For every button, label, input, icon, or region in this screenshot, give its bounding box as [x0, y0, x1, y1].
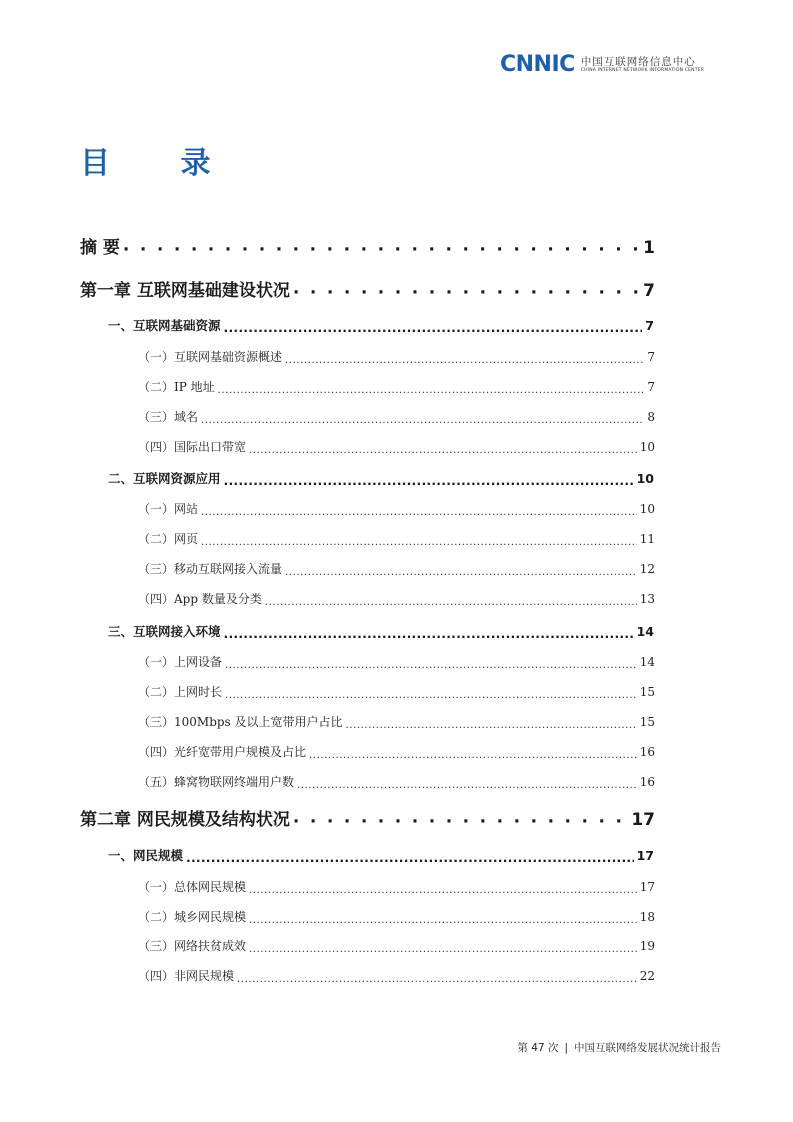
toc-leader [218, 382, 645, 394]
toc-entry-subsection[interactable] [138, 937, 655, 954]
toc-entry-page: 12 [639, 562, 655, 576]
toc-entry-label: 摘 要 [80, 238, 120, 258]
toc-leader [224, 473, 634, 486]
toc-leader [201, 504, 637, 516]
toc-entry-label: （四）国际出口带宽 [138, 440, 247, 454]
toc-leader [224, 626, 634, 639]
toc-entry-page: 10 [636, 471, 654, 486]
toc-entry-page: 16 [639, 745, 655, 759]
toc-entry-label: （三）100Mbps 及以上宽带用户占比 [138, 715, 343, 729]
toc-leader [224, 320, 643, 333]
toc-entry-label: 二、互联网资源应用 [108, 471, 221, 486]
toc-entry-subsection[interactable] [138, 908, 655, 925]
toc-entry-label: （一）网站 [138, 502, 199, 516]
toc-entry-subsection[interactable] [138, 530, 655, 547]
toc-entry-chapter-2[interactable] [80, 805, 655, 830]
toc-entry-label: 第一章 互联网基础建设状况 [80, 281, 290, 301]
toc-entry-label: （三）网络扶贫成效 [138, 939, 247, 953]
toc-entry-subsection[interactable] [138, 348, 655, 365]
toc-entry-section[interactable] [108, 316, 654, 334]
toc-entry-abstract[interactable] [80, 233, 655, 258]
toc-leader [265, 594, 637, 606]
toc-entry-subsection[interactable] [138, 378, 655, 395]
toc-entry-label: （二）上网时长 [138, 685, 223, 699]
org-name-cn: 中国互联网络信息中心 [580, 55, 696, 68]
toc-entry-section[interactable] [108, 622, 654, 640]
cnnic-logo: CNNIC [500, 52, 575, 77]
toc-entry-subsection[interactable] [138, 560, 655, 577]
toc-entry-subsection[interactable] [138, 878, 655, 895]
toc-entry-page: 19 [639, 939, 655, 953]
toc-leader [225, 687, 637, 699]
toc-entry-label: 第二章 网民规模及结构状况 [80, 810, 290, 830]
toc-entry-label: （四）光纤宽带用户规模及占比 [138, 745, 307, 759]
org-name [581, 56, 704, 74]
toc-entry-subsection[interactable] [138, 743, 655, 760]
toc-leader [249, 882, 637, 894]
toc-entry-page: 17 [639, 880, 655, 894]
toc-leader [249, 912, 637, 924]
toc-leader [285, 564, 637, 576]
toc-entry-label: （二）城乡网民规模 [138, 910, 247, 924]
header-logo [500, 52, 704, 77]
toc-entry-page: 8 [647, 410, 655, 424]
toc-leader [293, 283, 640, 300]
toc-entry-page: 13 [639, 592, 655, 606]
toc-entry-page: 14 [636, 624, 654, 639]
toc-entry-page: 10 [639, 502, 655, 516]
toc-leader [285, 352, 644, 364]
toc-leader [201, 412, 644, 424]
toc-entry-chapter-1[interactable] [80, 276, 655, 301]
toc-leader [297, 777, 637, 789]
toc-entry-label: （二）网页 [138, 532, 199, 546]
toc-entry-label: （三）域名 [138, 410, 199, 424]
toc-entry-subsection[interactable] [138, 653, 655, 670]
toc-entry-page: 17 [636, 848, 654, 863]
toc-leader [186, 850, 634, 863]
toc-entry-page: 7 [647, 350, 655, 364]
toc-leader [293, 812, 628, 829]
toc-entry-label: （二）IP 地址 [138, 380, 215, 394]
toc-entry-subsection[interactable] [138, 773, 655, 790]
toc-entry-page: 11 [639, 532, 655, 546]
toc-entry-page: 1 [643, 238, 655, 258]
toc-leader [201, 534, 637, 546]
toc-leader [249, 941, 637, 953]
toc-leader [123, 240, 640, 257]
toc-leader [225, 657, 637, 669]
toc-entry-page: 14 [639, 655, 655, 669]
toc-entry-page: 22 [639, 969, 655, 983]
toc-entry-subsection[interactable] [138, 967, 655, 984]
toc-entry-section[interactable] [108, 846, 654, 864]
toc-entry-label: （一）互联网基础资源概述 [138, 350, 283, 364]
toc-entry-page: 15 [639, 685, 655, 699]
toc-entry-page: 10 [639, 440, 655, 454]
toc-leader [249, 442, 637, 454]
toc-entry-subsection[interactable] [138, 683, 655, 700]
toc-entry-label: （四）非网民规模 [138, 969, 235, 983]
toc-leader [309, 747, 637, 759]
toc-entry-page: 15 [639, 715, 655, 729]
toc-entry-label: （一）总体网民规模 [138, 880, 247, 894]
toc-entry-label: 一、互联网基础资源 [108, 318, 221, 333]
footer-edition: 第 47 次 [517, 1042, 559, 1054]
toc-entry-section[interactable] [108, 469, 654, 487]
toc-entry-subsection[interactable] [138, 408, 655, 425]
page-title: 目 录 [80, 146, 241, 181]
toc-entry-label: （四）App 数量及分类 [138, 592, 262, 606]
page-footer [517, 1040, 721, 1055]
toc-entry-label: 一、网民规模 [108, 848, 184, 863]
toc-entry-page: 17 [631, 810, 655, 830]
toc-entry-page: 18 [639, 910, 655, 924]
toc-entry-page: 16 [639, 775, 655, 789]
toc-entry-subsection[interactable] [138, 590, 655, 607]
toc-entry-label: 三、互联网接入环境 [108, 624, 221, 639]
toc-entry-page: 7 [647, 380, 655, 394]
toc-entry-subsection[interactable] [138, 713, 655, 730]
org-name-en: CHINA INTERNET NETWORK INFORMATION CENTER [580, 67, 705, 73]
toc-entry-subsection[interactable] [138, 438, 655, 455]
toc-leader [346, 717, 637, 729]
toc-entry-page: 7 [645, 318, 654, 333]
toc-entry-label: （五）蜂窝物联网终端用户数 [138, 775, 295, 789]
toc-leader [237, 971, 637, 983]
toc-entry-label: （一）上网设备 [138, 655, 223, 669]
footer-report-title: 中国互联网络发展状况统计报告 [574, 1042, 721, 1054]
footer-separator: | [564, 1041, 568, 1054]
toc-entry-subsection[interactable] [138, 500, 655, 517]
toc-entry-label: （三）移动互联网接入流量 [138, 562, 283, 576]
toc-entry-page: 7 [643, 281, 655, 301]
